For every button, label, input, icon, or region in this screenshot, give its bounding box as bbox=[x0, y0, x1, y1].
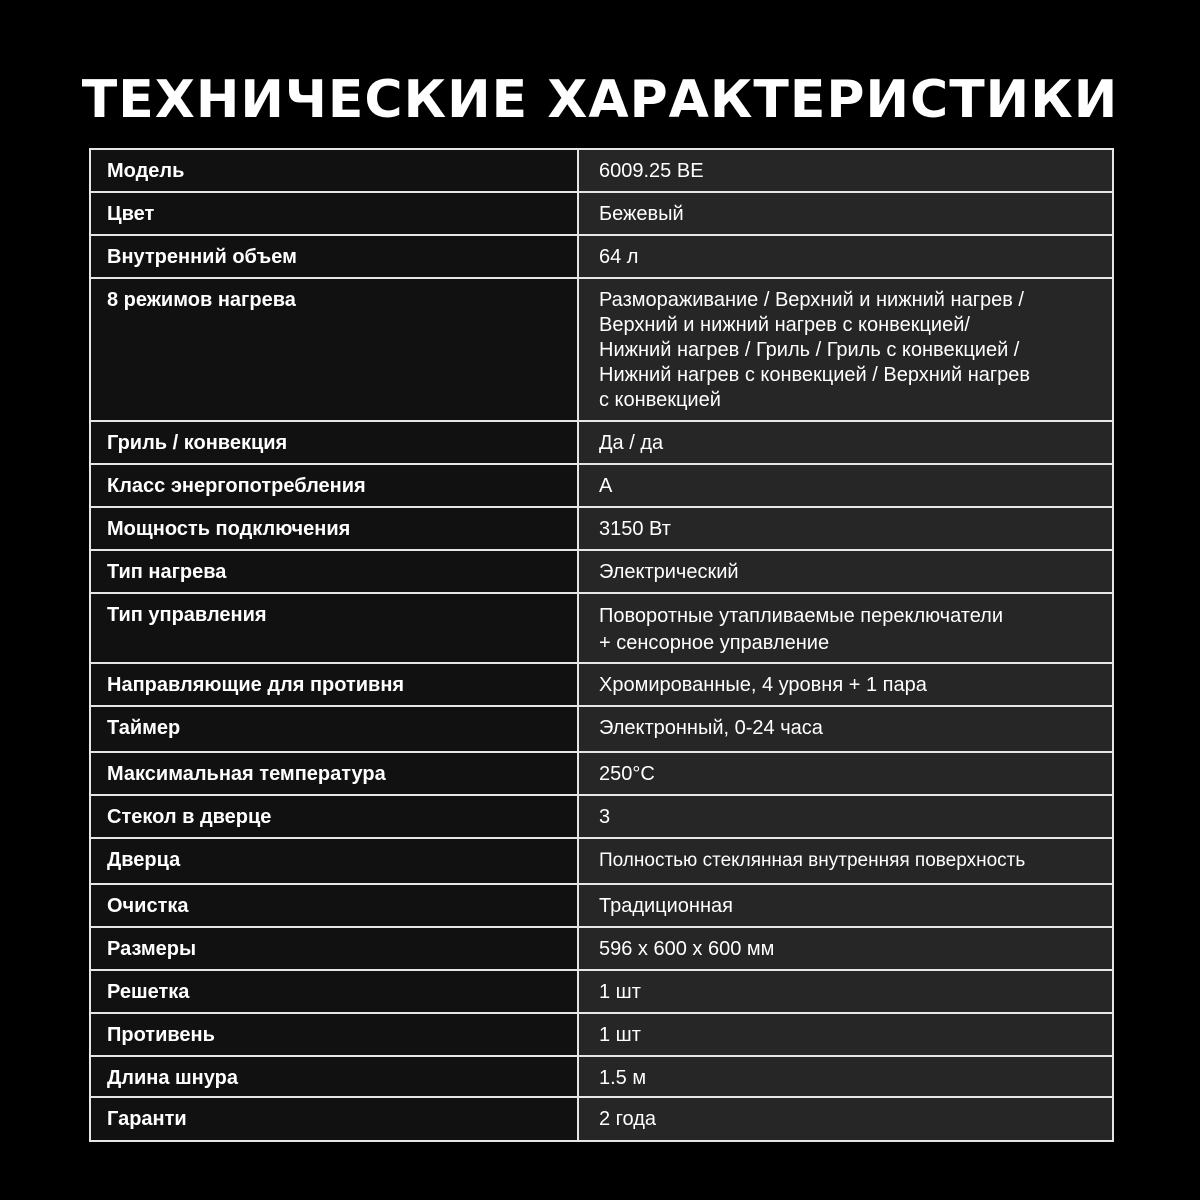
spec-label: Гаранти bbox=[90, 1097, 578, 1141]
spec-value: Полностью стеклянная внутренняя поверхность bbox=[578, 838, 1113, 884]
spec-label: Решетка bbox=[90, 970, 578, 1013]
spec-label: Максимальная температура bbox=[90, 752, 578, 795]
spec-label: Модель bbox=[90, 149, 578, 192]
spec-label: Цвет bbox=[90, 192, 578, 235]
spec-label: Тип нагрева bbox=[90, 550, 578, 593]
table-row bbox=[90, 1097, 1113, 1141]
page-title: ТЕХНИЧЕСКИЕ ХАРАКТЕРИСТИКИ bbox=[81, 70, 1119, 130]
spec-value: 1 шт bbox=[578, 970, 1113, 1013]
table-row bbox=[90, 838, 1113, 884]
table-row bbox=[90, 706, 1113, 752]
spec-value: 64 л bbox=[578, 235, 1113, 278]
spec-label: Длина шнура bbox=[90, 1056, 578, 1097]
table-row bbox=[90, 235, 1113, 278]
spec-value: 3 bbox=[578, 795, 1113, 838]
specs-table bbox=[89, 148, 1114, 1142]
spec-label: Противень bbox=[90, 1013, 578, 1056]
spec-label: 8 режимов нагрева bbox=[90, 278, 578, 421]
spec-value: 1.5 м bbox=[578, 1056, 1113, 1097]
table-row bbox=[90, 278, 1113, 421]
spec-value: 1 шт bbox=[578, 1013, 1113, 1056]
spec-label: Направляющие для противня bbox=[90, 663, 578, 706]
spec-value: Поворотные утапливаемые переключатели + сенсорное управление bbox=[578, 593, 1113, 663]
spec-value: Электрический bbox=[578, 550, 1113, 593]
spec-label: Гриль / конвекция bbox=[90, 421, 578, 464]
spec-label: Мощность подключения bbox=[90, 507, 578, 550]
table-row bbox=[90, 1013, 1113, 1056]
spec-value: Размораживание / Верхний и нижний нагрев / Верхний и нижний нагрев с конвекцией/ Нижний нагрев / Гриль / Гриль с конвекцией / Нижний нагрев с конвекцией / Верхний нагрев с конвекцией bbox=[578, 278, 1113, 421]
table-row bbox=[90, 795, 1113, 838]
spec-value: 3150 Вт bbox=[578, 507, 1113, 550]
table-row bbox=[90, 507, 1113, 550]
spec-value: Хромированные, 4 уровня + 1 пара bbox=[578, 663, 1113, 706]
table-row bbox=[90, 192, 1113, 235]
table-row bbox=[90, 927, 1113, 970]
table-row bbox=[90, 464, 1113, 507]
spec-value: Традиционная bbox=[578, 884, 1113, 927]
table-row bbox=[90, 593, 1113, 663]
table-row bbox=[90, 884, 1113, 927]
table-row bbox=[90, 550, 1113, 593]
spec-label: Внутренний объем bbox=[90, 235, 578, 278]
spec-value: Электронный, 0-24 часа bbox=[578, 706, 1113, 752]
table-row bbox=[90, 1056, 1113, 1097]
spec-label: Стекол в дверце bbox=[90, 795, 578, 838]
spec-label: Класс энергопотребления bbox=[90, 464, 578, 507]
spec-value: Да / да bbox=[578, 421, 1113, 464]
spec-label: Тип управления bbox=[90, 593, 578, 663]
table-row bbox=[90, 421, 1113, 464]
table-row bbox=[90, 149, 1113, 192]
spec-value: A bbox=[578, 464, 1113, 507]
spec-label: Очистка bbox=[90, 884, 578, 927]
spec-label: Размеры bbox=[90, 927, 578, 970]
spec-value: 2 года bbox=[578, 1097, 1113, 1141]
spec-value: Бежевый bbox=[578, 192, 1113, 235]
table-row bbox=[90, 752, 1113, 795]
spec-value: 6009.25 BE bbox=[578, 149, 1113, 192]
spec-value: 250°С bbox=[578, 752, 1113, 795]
spec-value: 596 х 600 х 600 мм bbox=[578, 927, 1113, 970]
table-row bbox=[90, 663, 1113, 706]
table-row bbox=[90, 970, 1113, 1013]
spec-label: Дверца bbox=[90, 838, 578, 884]
spec-label: Таймер bbox=[90, 706, 578, 752]
